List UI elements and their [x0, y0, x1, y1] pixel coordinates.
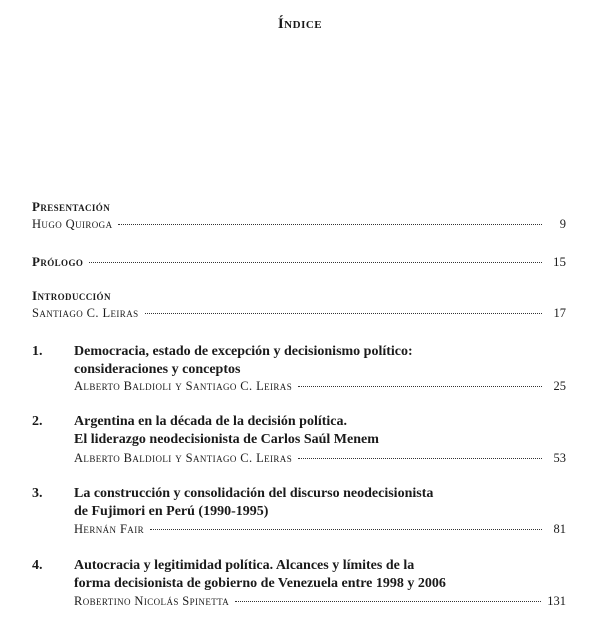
chapter-2-title-line2[interactable]: El liderazgo neodecisionista de Carlos Saúl Menem [74, 432, 379, 447]
dot-leader [298, 458, 542, 459]
prologo-entry[interactable] [32, 254, 566, 270]
presentacion-entry[interactable] [32, 216, 566, 232]
chapter-4-page: 131 [547, 594, 566, 608]
dot-leader [145, 313, 543, 314]
chapter-2-authors: Alberto Baldioli y Santiago C. Leiras [74, 451, 293, 465]
chapter-4-number: 4. [32, 558, 43, 573]
prologo-heading: Prólogo [32, 254, 84, 269]
presentacion-heading: Presentación [32, 199, 111, 214]
chapter-2-title-line1[interactable]: Argentina en la década de la decisión política. [74, 414, 347, 429]
chapter-1-title-line1[interactable]: Democracia, estado de excepción y decisionismo político: [74, 344, 413, 359]
presentacion-page: 9 [559, 217, 566, 231]
introduccion-entry[interactable] [32, 305, 566, 321]
introduccion-page: 17 [553, 306, 566, 320]
chapter-4-authors: Robertino Nicolás Spinetta [74, 594, 230, 608]
chapter-2-page: 53 [553, 451, 566, 465]
dot-leader [235, 601, 541, 602]
dot-leader [118, 224, 542, 225]
presentacion-author: Hugo Quiroga [32, 217, 113, 231]
chapter-2-entry[interactable] [74, 450, 566, 466]
chapter-1-authors: Alberto Baldioli y Santiago C. Leiras [74, 379, 293, 393]
chapter-3-page: 81 [553, 522, 566, 536]
chapter-4-title-line2[interactable]: forma decisionista de gobierno de Venezuela entre 1998 y 2006 [74, 576, 446, 591]
introduccion-heading: Introducción [32, 288, 111, 303]
chapter-4-title-line1[interactable]: Autocracia y legitimidad política. Alcances y límites de la [74, 558, 415, 573]
dot-leader [298, 386, 542, 387]
chapter-1-title-line2[interactable]: consideraciones y conceptos [74, 362, 241, 377]
chapter-3-number: 3. [32, 486, 43, 501]
prologo-page: 15 [553, 254, 566, 269]
chapter-1-page: 25 [553, 379, 566, 393]
dot-leader [89, 262, 542, 263]
chapter-2-number: 2. [32, 414, 43, 429]
chapter-3-title-line1[interactable]: La construcción y consolidación del discurso neodecisionista [74, 486, 434, 501]
chapter-3-title-line2[interactable]: de Fujimori en Perú (1990-1995) [74, 504, 269, 519]
chapter-1-number: 1. [32, 344, 43, 359]
introduccion-author: Santiago C. Leiras [32, 306, 139, 320]
chapter-3-entry[interactable] [74, 521, 566, 537]
chapter-4-entry[interactable] [74, 593, 566, 609]
chapter-1-entry[interactable] [74, 378, 566, 394]
chapter-3-authors: Hernán Fair [74, 522, 145, 536]
page-title: Índice [277, 16, 323, 32]
dot-leader [150, 529, 542, 530]
